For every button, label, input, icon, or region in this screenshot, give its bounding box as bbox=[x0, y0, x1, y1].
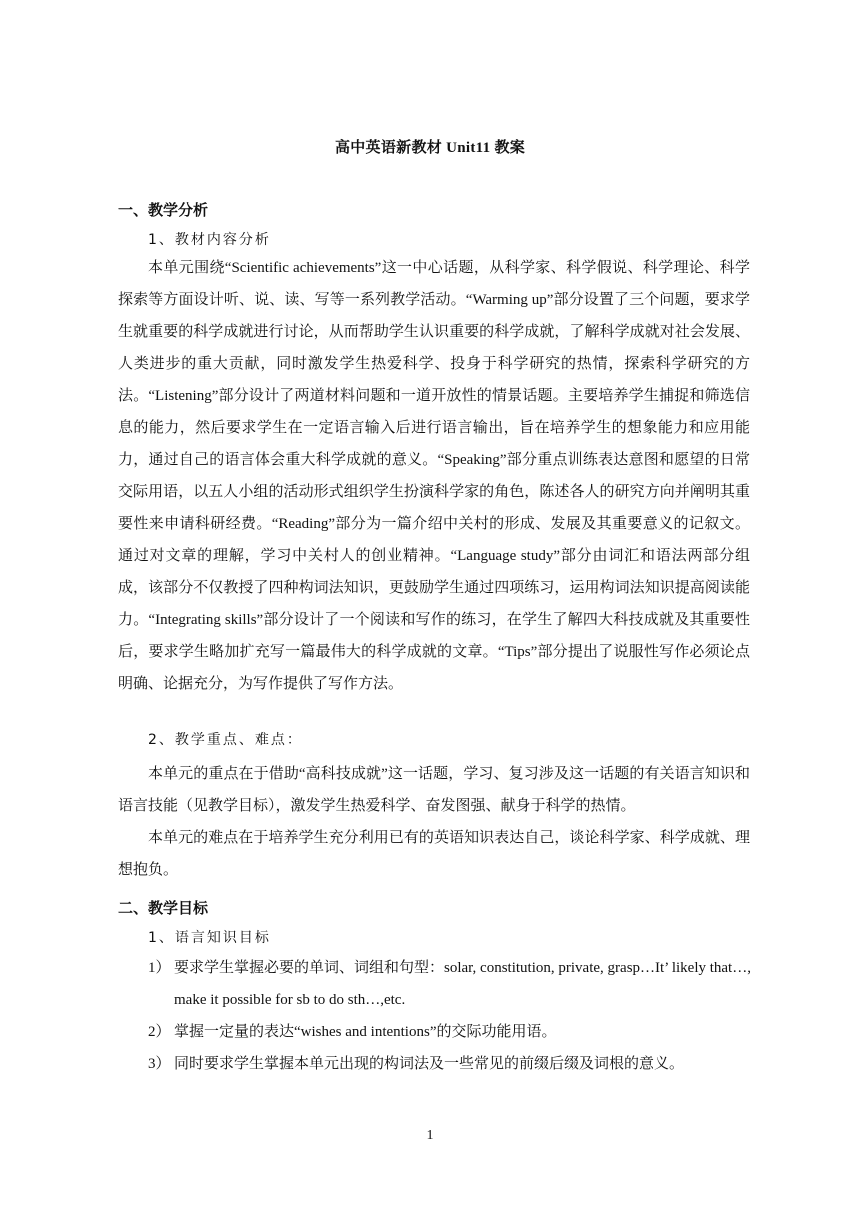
page-number: 1 bbox=[426, 1128, 434, 1143]
list-item-text: 同时要求学生掌握本单元出现的构词法及一些常见的前缀后缀及词根的意义。 bbox=[174, 1056, 685, 1072]
paragraph-difficult-points: 本单元的难点在于培养学生充分利用已有的英语知识表达自己，谈论科学家、科学成就、理想抱负。 bbox=[118, 830, 750, 878]
paragraph-key-points: 本单元的重点在于借助“高科技成就”这一话题，学习、复习涉及这一话题的有关语言知识和语言技能（见教学目标），激发学生热爱科学、奋发图强、献身于科学的热情。 bbox=[118, 766, 750, 814]
paragraph-content-analysis: 本单元围绕“Scientific achievements”这一中心话题，从科学家、科学假说、科学理论、科学探索等方面设计听、说、读、写等一系列教学活动。“Warming up”部分设置了三个问题，要求学生就重要的科学成就进行讨论，从而帮助学生认识重要的科学成就，了解科学成就对社会发展、人类进步的重大贡献，同时激发学生热爱科学、投身于科学研究的热情，探索科学研究的方法。“Listening”部分设计了两道材料问题和一道开放性的情景话题。主要培养学生捕捉和筛选信息的能力，然后要求学生在一定语言输入后进行语言输出，旨在培养学生的想象能力和应用能力，通过自己的语言体会重大科学成就的意义。“Speaking”部分重点训练表达意图和愿望的日常交际用语，以五人小组的活动形式组织学生扮演科学家的角色，陈述各人的研究方向并阐明其重要性来申请科研经费。“Reading”部分为一篇介绍中关村的形成、发展及其重要意义的记叙文。通过对文章的理解，学习中关村人的创业精神。“Language study”部分由词汇和语法两部分组成，该部分不仅教授了四种构词法知识，更鼓励学生通过四项练习，运用构词法知识提高阅读能力。“Integrating skills”部分设计了一个阅读和写作的练习，在学生了解四大科技成就及其重要性后，要求学生略加扩充写一篇最伟大的科学成就的文章。“Tips”部分提出了说服性写作必须论点明确、论据充分，为写作提供了写作方法。 bbox=[118, 260, 750, 692]
list-item bbox=[148, 1016, 753, 1048]
list-item bbox=[148, 952, 753, 1016]
list-item-text: 要求学生掌握必要的单词、词组和句型：solar, constitution, private, grasp…It’ likely that…, make it possible for sb to do sth…,etc. bbox=[174, 960, 751, 1008]
subheading-key-difficult-points: 2、教学重点、难点： bbox=[148, 732, 303, 748]
list-item-number: 3） bbox=[148, 1056, 171, 1072]
section-heading-objectives: 二、教学目标 bbox=[118, 901, 209, 917]
section-heading-analysis: 一、教学分析 bbox=[118, 203, 209, 219]
page-title: 高中英语新教材 Unit11 教案 bbox=[334, 140, 526, 156]
list-item-text: 掌握一定量的表达“wishes and intentions”的交际功能用语。 bbox=[174, 1024, 557, 1040]
subheading-language-knowledge: 1、语言知识目标 bbox=[148, 930, 271, 946]
subheading-content-analysis: 1、教材内容分析 bbox=[148, 232, 271, 248]
list-item-number: 1） bbox=[148, 960, 171, 976]
list-item bbox=[148, 1048, 753, 1080]
list-item-number: 2） bbox=[148, 1024, 171, 1040]
